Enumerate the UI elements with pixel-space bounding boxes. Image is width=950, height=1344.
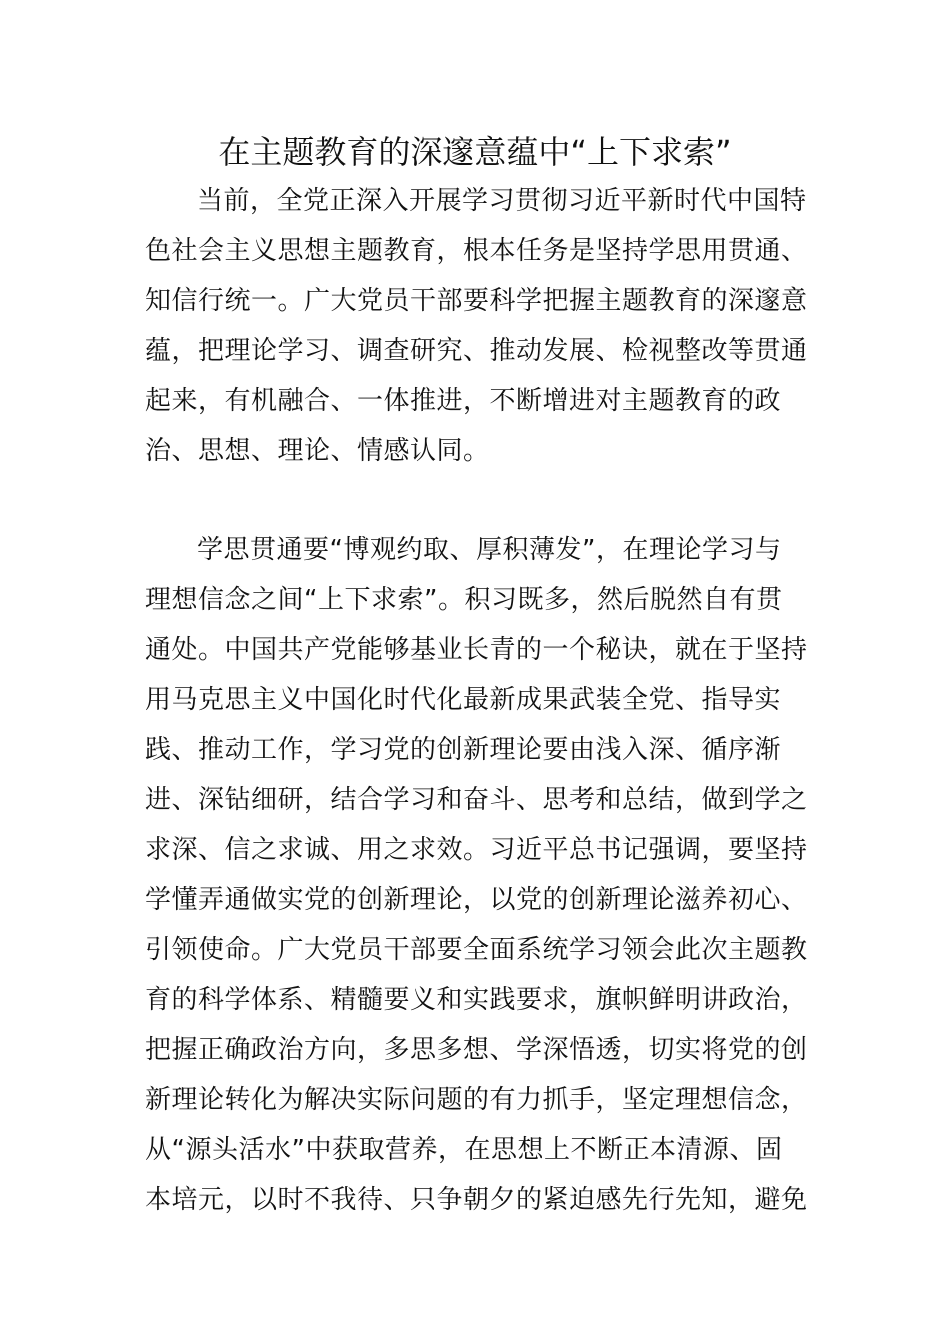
paragraph-line: 理想信念之间“上下求索”。积习既多，然后脱然自有贯 [145,585,783,615]
document-title: 在主题教育的深邃意蕴中“上下求索” [218,133,732,171]
paragraph-1 [145,176,807,476]
paragraph-line: 学思贯通要“博观约取、厚积薄发”，在理论学习与 [197,535,782,565]
paragraph-line: 把握正确政治方向，多思多想、学深悟透，切实将党的创 [145,1035,808,1065]
paragraph-line: 引领使命。广大党员干部要全面系统学习领会此次主题教 [145,935,808,965]
paragraph-line: 求深、信之求诚、用之求效。习近平总书记强调，要坚持 [145,835,808,865]
paragraph-line: 育的科学体系、精髓要义和实践要求，旗帜鲜明讲政治， [145,985,808,1015]
paragraph-line: 通处。中国共产党能够基业长青的一个秘诀，就在于坚持 [145,635,808,665]
paragraph-line: 学懂弄通做实党的创新理论，以党的创新理论滋养初心、 [145,885,808,915]
paragraph-line: 本培元，以时不我待、只争朝夕的紧迫感先行先知，避免 [145,1185,808,1215]
paragraph-line: 起来，有机融合、一体推进，不断增进对主题教育的政 [145,386,782,416]
paragraph-line: 新理论转化为解决实际问题的有力抓手，坚定理想信念， [145,1085,808,1115]
paragraph-line: 蕴，把理论学习、调查研究、推动发展、检视整改等贯通 [145,336,808,366]
paragraph-line: 进、深钻细研，结合学习和奋斗、思考和总结，做到学之 [145,785,808,815]
paragraph-line: 色社会主义思想主题教育，根本任务是坚持学思用贯通、 [145,236,808,266]
paragraph-2 [145,525,807,1225]
paragraph-line: 从“源头活水”中获取营养，在思想上不断正本清源、固 [145,1135,783,1165]
paragraph-line: 用马克思主义中国化时代化最新成果武装全党、指导实 [145,685,782,715]
paragraph-line: 知信行统一。广大党员干部要科学把握主题教育的深邃意 [145,286,808,316]
paragraph-line: 践、推动工作，学习党的创新理论要由浅入深、循序渐 [145,735,782,765]
paragraph-line: 当前，全党正深入开展学习贯彻习近平新时代中国特 [197,186,807,216]
paragraph-line: 治、思想、理论、情感认同。 [145,436,490,466]
